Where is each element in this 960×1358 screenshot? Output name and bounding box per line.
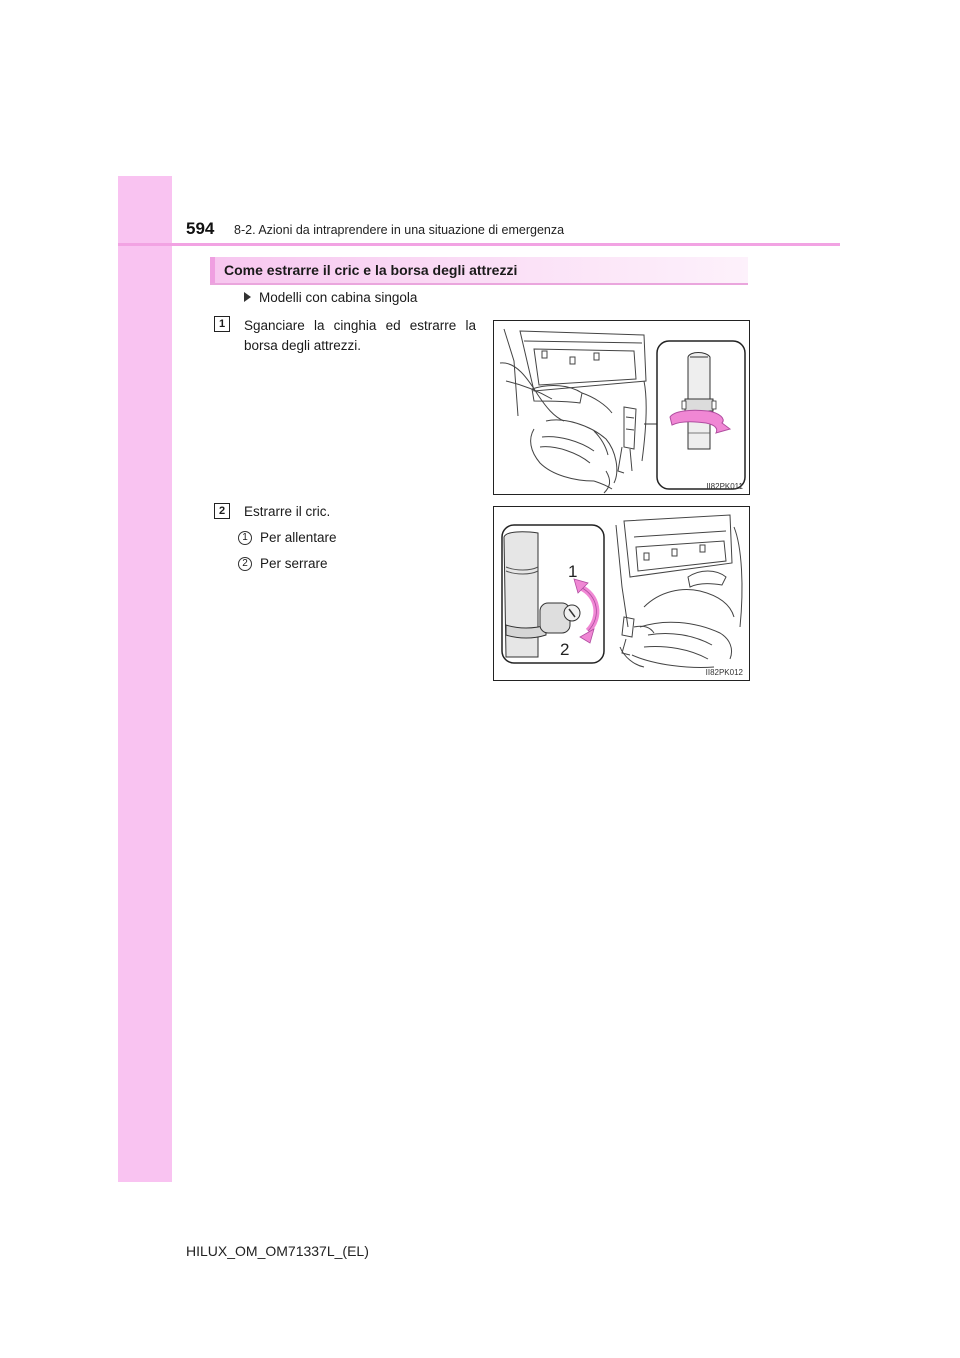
substep-number-1: 1 — [238, 531, 252, 545]
figure-2-code: II82PK012 — [705, 668, 743, 677]
chapter-title: 8-2. Azioni da intraprendere in una situazione di emergenza — [234, 223, 565, 237]
step-number-1: 1 — [214, 316, 230, 332]
model-line — [244, 290, 417, 305]
substep-2-text: Per serrare — [260, 556, 328, 571]
footer-document-code: HILUX_OM_OM71337L_(EL) — [186, 1243, 369, 1259]
model-line-text: Modelli con cabina singola — [259, 290, 418, 305]
step-number-2: 2 — [214, 503, 230, 519]
header-rule — [118, 243, 840, 246]
section-title: Come estrarre il cric e la borsa degli attrezzi — [224, 262, 518, 278]
substep-1-text: Per allentare — [260, 530, 337, 545]
tool-bag-illustration — [494, 321, 749, 494]
callout-2: 2 — [560, 640, 570, 659]
section-heading — [210, 257, 748, 285]
figure-tool-bag — [493, 320, 750, 495]
side-band — [118, 176, 172, 1182]
figure-jack — [493, 506, 750, 681]
section-heading-edge — [210, 257, 215, 283]
triangle-bullet-icon — [244, 292, 251, 302]
figure-1-code: II82PK011 — [706, 482, 743, 491]
step-1-text: Sganciare la cinghia ed estrarre la borsa degli attrezzi. — [244, 318, 476, 353]
page-number: 594 — [186, 219, 215, 238]
callout-1: 1 — [568, 562, 578, 581]
jack-illustration — [494, 507, 749, 680]
step-2-text: Estrarre il cric. — [244, 504, 331, 519]
substep-number-2: 2 — [238, 557, 252, 571]
